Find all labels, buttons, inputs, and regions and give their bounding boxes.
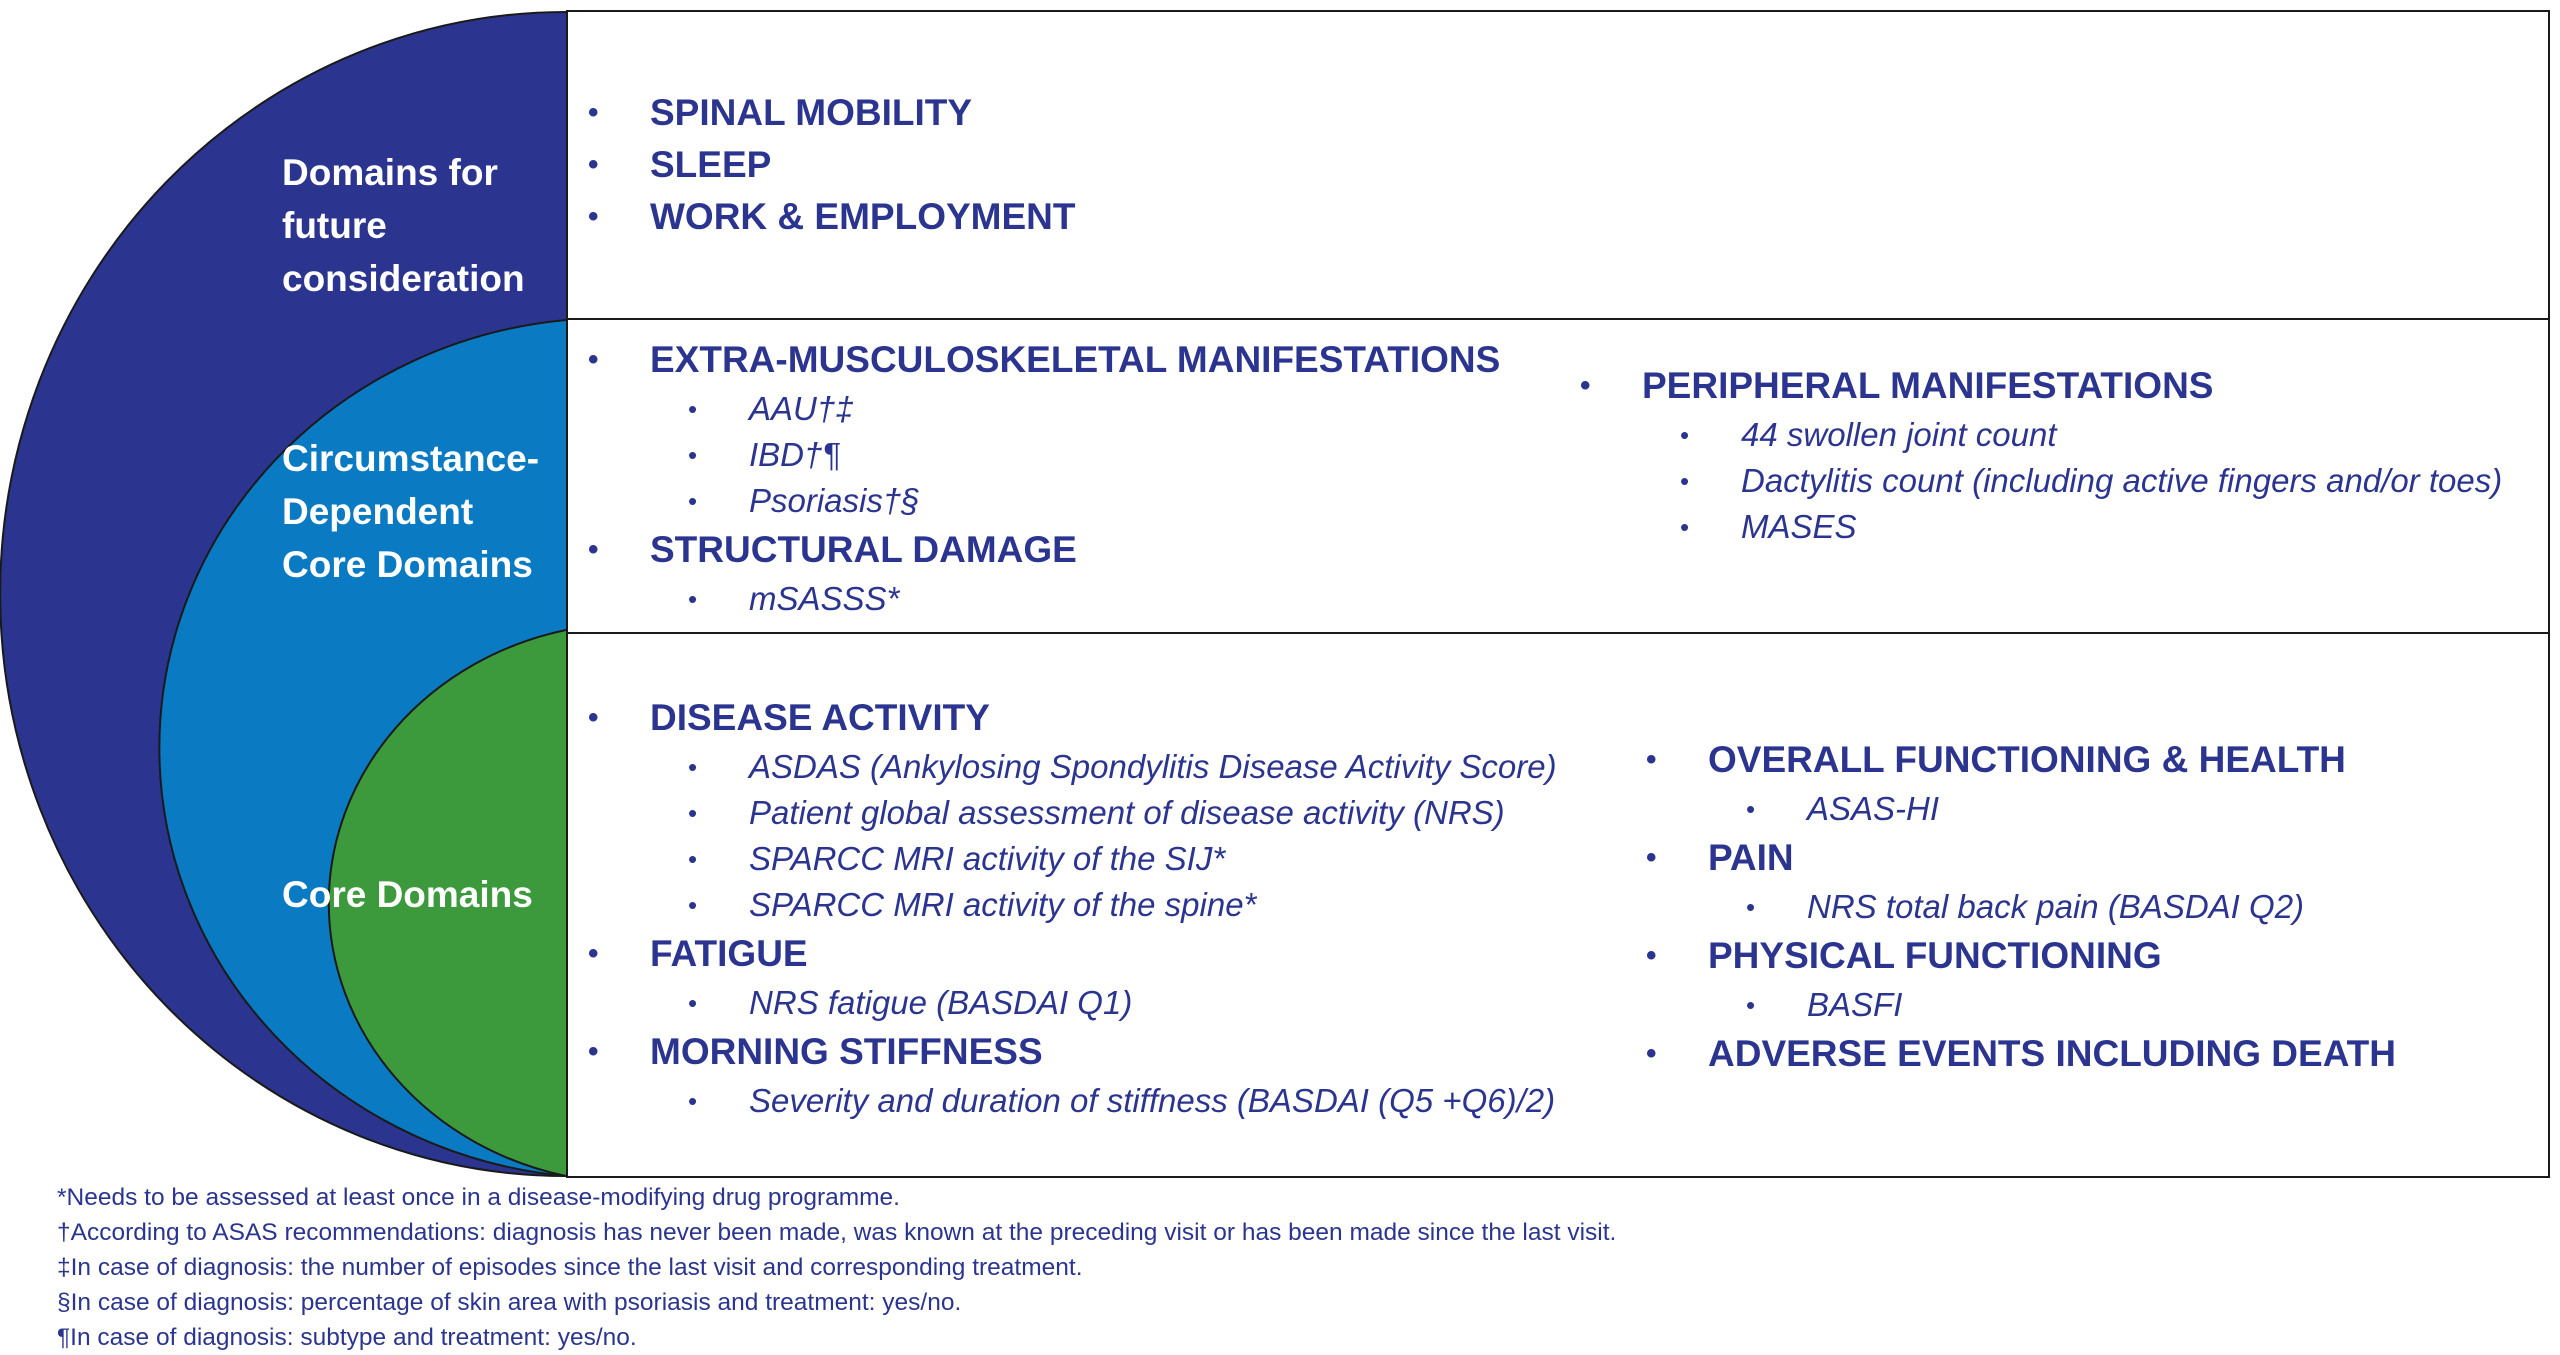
footnote-section: §In case of diagnosis: percentage of skin area with psoriasis and treatment: yes/no. <box>57 1289 962 1316</box>
label-core-domains: Core Domains <box>282 874 533 915</box>
item-fatigue: • FATIGUE <box>568 928 1557 980</box>
sub-nrs-back-pain: • NRS total back pain (BASDAI Q2) <box>1626 884 2396 930</box>
circumstance-domains-panel <box>566 318 2550 634</box>
footnotes <box>57 1180 1616 1355</box>
item-morning-stiffness: • MORNING STIFFNESS <box>568 1026 1557 1078</box>
sub-basfi: • BASFI <box>1626 982 2396 1028</box>
sub-ibd: • IBD†¶ <box>568 432 1500 478</box>
item-pain: • PAIN <box>1626 832 2396 884</box>
footnote-asterisk: *Needs to be assessed at least once in a disease-modifying drug programme. <box>57 1184 900 1211</box>
footnote-pilcrow: ¶In case of diagnosis: subtype and treatment: yes/no. <box>57 1324 637 1351</box>
item-spinal-mobility: • SPINAL MOBILITY <box>568 87 1075 139</box>
core-domains-panel <box>566 632 2550 1178</box>
label-future-domains: Domains for future consideration <box>282 152 525 299</box>
item-overall-functioning: • OVERALL FUNCTIONING & HEALTH <box>1626 734 2396 786</box>
sub-sparcc-sij: • SPARCC MRI activity of the SIJ* <box>568 836 1557 882</box>
item-peripheral-manifestations: • PERIPHERAL MANIFESTATIONS <box>1560 360 2541 412</box>
item-physical-functioning: • PHYSICAL FUNCTIONING <box>1626 930 2396 982</box>
footnote-dagger: †According to ASAS recommendations: diagnosis has never been made, was known at the preceding visit or has been made since the last visit. <box>57 1219 1617 1246</box>
item-work-employment: • WORK & EMPLOYMENT <box>568 191 1075 243</box>
item-disease-activity: • DISEASE ACTIVITY <box>568 692 1557 744</box>
sub-psoriasis: • Psoriasis†§ <box>568 478 1500 524</box>
sub-dactylitis: • Dactylitis count (including active fingers and/or toes) <box>1560 458 2541 504</box>
future-domains-panel <box>566 10 2550 320</box>
sub-patient-global: • Patient global assessment of disease activity (NRS) <box>568 790 1557 836</box>
sub-msasss: • mSASSS* <box>568 576 1500 622</box>
sub-stiffness-severity: • Severity and duration of stiffness (BASDAI (Q5 +Q6)/2) <box>568 1078 1557 1124</box>
sub-swollen-joint: • 44 swollen joint count <box>1560 412 2541 458</box>
sub-asdas: • ASDAS (Ankylosing Spondylitis Disease Activity Score) <box>568 744 1557 790</box>
item-adverse-events: • ADVERSE EVENTS INCLUDING DEATH <box>1626 1028 2396 1080</box>
item-structural-damage: • STRUCTURAL DAMAGE <box>568 524 1500 576</box>
item-extra-musculoskeletal: • EXTRA-MUSCULOSKELETAL MANIFESTATIONS <box>568 334 1500 386</box>
sub-mases: • MASES <box>1560 504 2541 550</box>
label-circumstance-domains: Circumstance- Dependent Core Domains <box>282 438 540 585</box>
footnote-double-dagger: ‡In case of diagnosis: the number of episodes since the last visit and corresponding treatment. <box>57 1254 1083 1281</box>
sub-sparcc-spine: • SPARCC MRI activity of the spine* <box>568 882 1557 928</box>
sub-aau: • AAU†‡ <box>568 386 1500 432</box>
sub-nrs-fatigue: • NRS fatigue (BASDAI Q1) <box>568 980 1557 1026</box>
sub-asas-hi: • ASAS-HI <box>1626 786 2396 832</box>
item-sleep: • SLEEP <box>568 139 1075 191</box>
